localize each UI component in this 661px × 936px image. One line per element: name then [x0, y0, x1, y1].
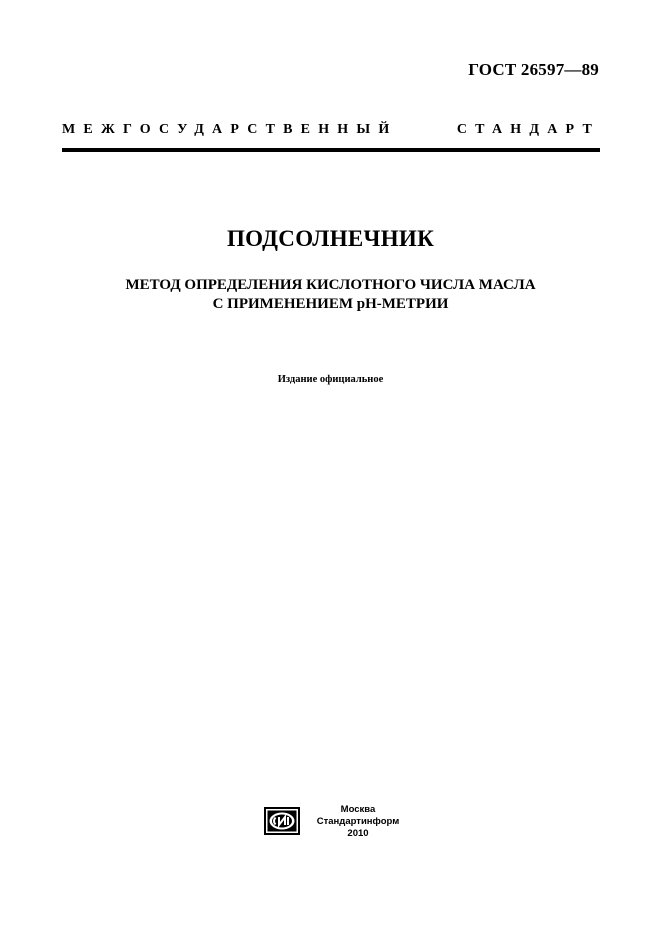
- standard-type-word-2: СТАНДАРТ: [456, 122, 600, 137]
- publisher-name: Стандартинформ: [316, 816, 400, 827]
- publisher-city: Москва: [340, 804, 376, 815]
- subtitle-line-1: МЕТОД ОПРЕДЕЛЕНИЯ КИСЛОТНОГО ЧИСЛА МАСЛА: [125, 277, 536, 293]
- edition-note: Издание официальное: [277, 374, 384, 385]
- subtitle-line-2: С ПРИМЕНЕНИЕМ pH-МЕТРИИ: [212, 296, 449, 312]
- header-divider: [62, 148, 600, 152]
- document-subtitle: [0, 276, 661, 314]
- document-title: ПОДСОЛНЕЧНИК: [226, 226, 435, 251]
- gost-number: ГОСТ 26597—89: [468, 60, 599, 79]
- publisher-info: [308, 804, 408, 840]
- standartinform-logo-icon: [264, 807, 300, 835]
- publication-year: 2010: [347, 828, 369, 839]
- standard-type-heading: [62, 122, 600, 138]
- standard-type-word-1: МЕЖГОСУДАРСТВЕННЫЙ: [62, 122, 398, 137]
